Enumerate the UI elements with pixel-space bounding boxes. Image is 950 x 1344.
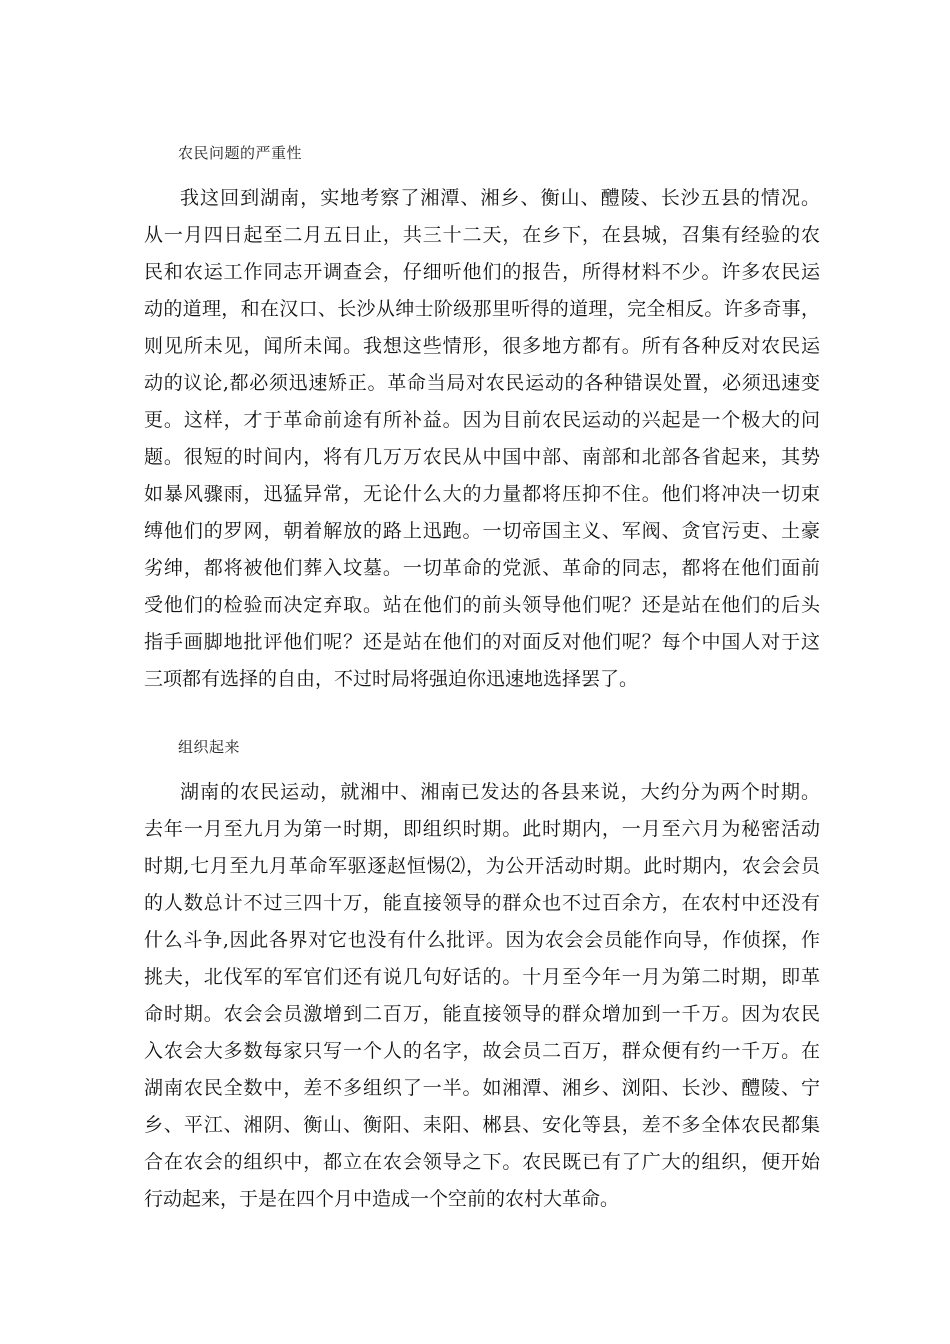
paragraph-line: 行动起来，于是在四个月中造成一个空前的农村大革命。 xyxy=(144,1188,620,1210)
paragraph-line: 合在农会的组织中，都立在农会领导之下。农民既已有了广大的组织，便开始 xyxy=(144,1151,820,1173)
paragraph-line: 民和农运工作同志开调查会，仔细听他们的报告，所得材料不少。许多农民运 xyxy=(144,261,820,283)
paragraph-line: 湖南的农民运动，就湘中、湘南已发达的各县来说，大约分为两个时期。 xyxy=(180,781,820,803)
section-2-body xyxy=(144,774,820,1218)
paragraph-line: 命时期。农会会员激增到二百万，能直接领导的群众增加到一千万。因为农民 xyxy=(144,1003,820,1025)
paragraph-line: 如暴风骤雨，迅猛异常，无论什么大的力量都将压抑不住。他们将冲决一切束 xyxy=(144,483,820,505)
paragraph-line: 的人数总计不过三四十万，能直接领导的群众也不过百余方，在农村中还没有 xyxy=(144,892,820,914)
paragraph-line: 更。这样，才于革命前途有所补益。因为目前农民运动的兴起是一个极大的问 xyxy=(144,409,820,431)
paragraph-line: 题。很短的时间内，将有几万万农民从中国中部、南部和北部各省起来，其势 xyxy=(144,446,820,468)
paragraph-line: 挑夫，北伐军的军官们还有说几句好话的。十月至今年一月为第二时期，即革 xyxy=(144,966,820,988)
paragraph-line: 指手画脚地批评他们呢？还是站在他们的对面反对他们呢？每个中国人对于这 xyxy=(144,631,820,653)
section-1-body xyxy=(144,180,820,698)
paragraph-line: 乡、平江、湘阴、衡山、衡阳、耒阳、郴县、安化等县，差不多全体农民都集 xyxy=(144,1114,820,1136)
paragraph-line: 什么斗争,因此各界对它也没有什么批评。因为农会会员能作向导，作侦探，作 xyxy=(144,929,820,951)
paragraph-line: 时期,七月至九月革命军驱逐赵恒惕⑵，为公开活动时期。此时期内，农会会员 xyxy=(144,855,820,877)
paragraph-line: 三项都有选择的自由，不过时局将强迫你迅速地选择罢了。 xyxy=(144,668,639,690)
paragraph-line: 入农会大多数每家只写一个人的名字，故会员二百万，群众便有约一千万。在 xyxy=(144,1040,820,1062)
section-title-2: 组织起来 xyxy=(178,738,241,756)
paragraph-line: 则见所未见，闻所未闻。我想这些情形，很多地方都有。所有各种反对农民运 xyxy=(144,335,820,357)
paragraph-line: 缚他们的罗网，朝着解放的路上迅跑。一切帝国主义、军阀、贪官污吏、土豪 xyxy=(144,520,820,542)
paragraph-line: 去年一月至九月为第一时期，即组织时期。此时期内，一月至六月为秘密活动 xyxy=(144,818,820,840)
paragraph-line: 我这回到湖南，实地考察了湘潭、湘乡、衡山、醴陵、长沙五县的情况。 xyxy=(180,187,820,209)
section-title-1: 农民问题的严重性 xyxy=(178,144,303,162)
paragraph-line: 从一月四日起至二月五日止，共三十二天，在乡下，在县城，召集有经验的农 xyxy=(144,224,820,246)
paragraph-line: 劣绅，都将被他们葬入坟墓。一切革命的党派、革命的同志，都将在他们面前 xyxy=(144,557,820,579)
paragraph-line: 受他们的检验而决定弃取。站在他们的前头领导他们呢？还是站在他们的后头 xyxy=(144,594,820,616)
paragraph-line: 动的议论,都必须迅速矫正。革命当局对农民运动的各种错误处置，必须迅速变 xyxy=(144,372,820,394)
paragraph-line: 湖南农民全数中，差不多组织了一半。如湘潭、湘乡、浏阳、长沙、醴陵、宁 xyxy=(144,1077,820,1099)
paragraph-line: 动的道理，和在汉口、长沙从绅士阶级那里听得的道理，完全相反。许多奇事， xyxy=(144,298,820,320)
